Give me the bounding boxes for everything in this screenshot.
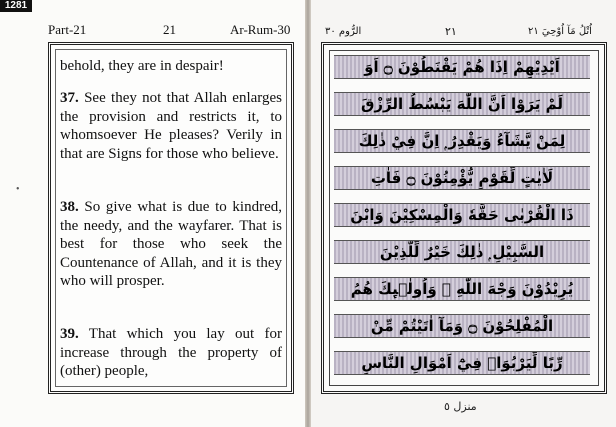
manzil-footer: منزل ٥ [444,400,477,413]
left-header-page: 21 [163,22,176,37]
arabic-line: رِّبًا لِّيَرْبُوَا۟ فِيْٓ اَمْوَالِ النَّاسِ [334,351,590,375]
verse-text: See they not that Allah enlarges the provision and restricts it, to whomsoever He pleases? Verily in that are Signs for those who believe. [60,90,282,162]
arabic-line: يُرِيْدُوْنَ وَجْهَ اللّٰهِ ۡ وَاُولٰۗىِٕكَ هُمُ [334,277,590,301]
left-header-surah: Ar-Rum-30 [230,22,291,37]
arabic-line: لِمَنْ يَّشَآءُ وَيَقْدِرُ ۭ اِنَّ فِيْ ذٰلِكَ [334,129,590,153]
arabic-line: الْمُفْلِحُوْنَ ۝ وَمَآ اٰتَيْتُمْ مِّنْ [334,314,590,338]
translation-frame [48,42,294,394]
verse-37 [60,89,282,163]
verse-number: 38. [60,199,79,215]
right-header-surah: الرُّوم ٣٠ [325,26,362,37]
folio-number: 1281 [0,0,32,12]
verse-38 [60,198,282,291]
arabic-text-frame [321,42,607,394]
verse-text: That which you lay out for increase through the property of (other) people, [60,326,282,379]
arabic-line: لَمْ يَرَوْا اَنَّ اللّٰهَ يَبْسُطُ الرِّزْقَ [334,92,590,116]
arabic-line: لَاٰيٰتٍ لِّقَوْمٍ يُّؤْمِنُوْنَ ۝ فَاٰتِ [334,166,590,190]
verse-number: 37. [60,90,79,106]
right-header-page: ٢١ [445,25,457,38]
right-header-juz: اُتْلُ مَآ اُوْحِيَ ٢١ [528,26,592,37]
margin-mark: • [16,184,20,195]
arabic-line: ذَا الْقُرْبٰى حَقَّهٗ وَالْمِسْكِيْنَ وَابْنَ [334,203,590,227]
arabic-line: السَّبِيْلِ ۭ ذٰلِكَ خَيْرٌ لِّلَّذِيْنَ [334,240,590,264]
verse-number: 39. [60,326,79,342]
verse-continuation: behold, they are in despair! [60,58,224,74]
verse-39 [60,325,282,381]
verse-text: So give what is due to kindred, the needy, and the wayfarer. That is best for those who seek the Countenance of Allah, and it is they who will prosper. [60,199,282,289]
arabic-line: اَيْدِيْهِمْ اِذَا هُمْ يَقْنَطُوْنَ ۝ اَوَ [334,55,590,79]
left-header-part: Part-21 [48,22,87,37]
